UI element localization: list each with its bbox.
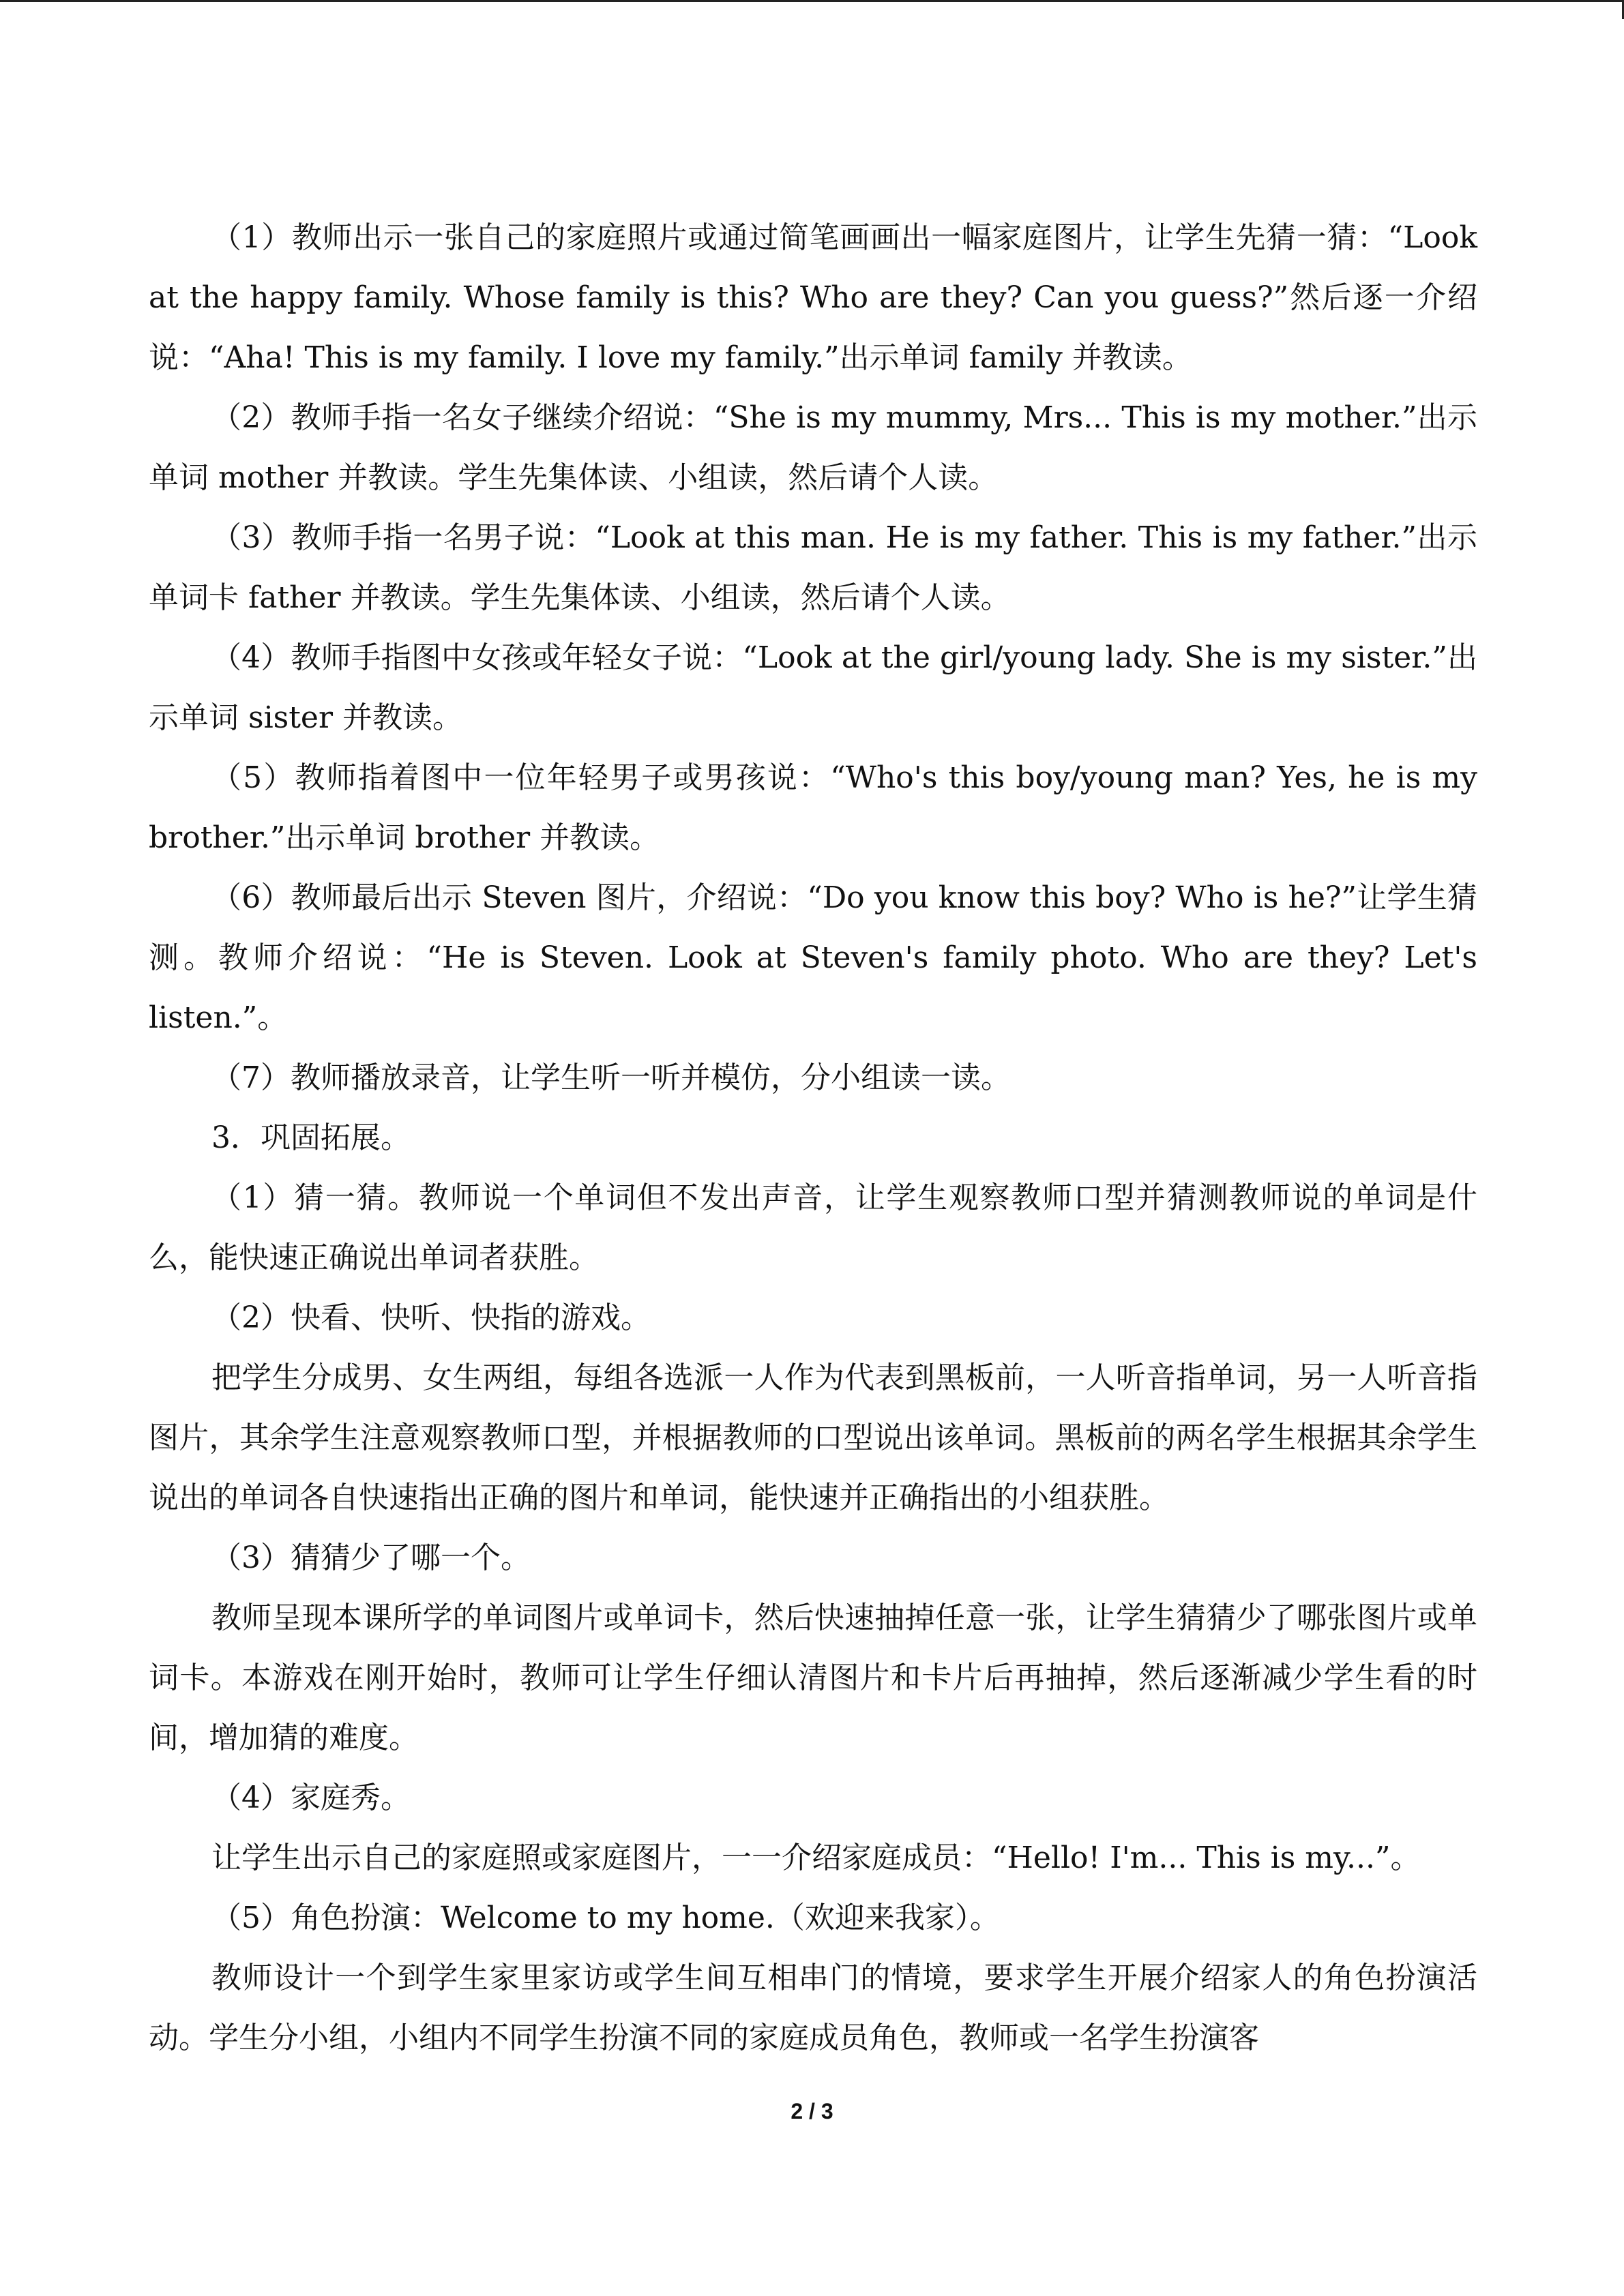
page-number: 2 / 3 bbox=[791, 2099, 833, 2123]
paragraph-sister: （4）教师手指图中女孩或年轻女子说：“Look at the girl/young lady. She is my sister.”出示单词 sister 并教读。 bbox=[149, 640, 1477, 735]
paragraph-quick-game-desc: 把学生分成男、女生两组，每组各选派一人作为代表到黑板前，一人听音指单词，另一人听音指图片，其余学生注意观察教师口型，并根据教师的口型说出该单词。黑板前的两名学生根据其余学生说出的单词各自快速指出正确的图片和单词，能快速并正确指出的小组获胜。 bbox=[149, 1360, 1477, 1515]
paragraph-guess-game: （1）猜一猜。教师说一个单词但不发出声音，让学生观察教师口型并猜测教师说的单词是什么，能快速正确说出单词者获胜。 bbox=[149, 1180, 1477, 1275]
section-heading-consolidation: 3．巩固拓展。 bbox=[211, 1120, 411, 1155]
paragraph-recording: （7）教师播放录音，让学生听一听并模仿，分小组读一读。 bbox=[211, 1060, 1011, 1095]
paragraph-missing-title: （3）猜猜少了哪一个。 bbox=[211, 1540, 531, 1575]
paragraph-quick-game-title: （2）快看、快听、快指的游戏。 bbox=[211, 1300, 651, 1335]
top-border-line bbox=[0, 0, 1624, 2]
document-body bbox=[149, 208, 1477, 2068]
paragraph-family-show-desc: 让学生出示自己的家庭照或家庭图片，一一介绍家庭成员：“Hello! I'm... This is my...”。 bbox=[211, 1840, 1421, 1875]
paragraph-steven: （6）教师最后出示 Steven 图片，介绍说：“Do you know this boy? Who is he?”让学生猜测。教师介绍说：“He is Steven. Look at Steven's family photo. Who are they? Let's listen.”。 bbox=[149, 880, 1477, 1035]
paragraph-family-intro: （1）教师出示一张自己的家庭照片或通过简笔画画出一幅家庭图片，让学生先猜一猜：“Look at the happy family. Whose family is this? Who are they? Can you guess?”然后逐一介绍说：“Aha! This is my family. I love my family.”出示单词 family 并教读。 bbox=[149, 220, 1477, 375]
paragraph-missing-desc: 教师呈现本课所学的单词图片或单词卡，然后快速抽掉任意一张，让学生猜猜少了哪张图片或单词卡。本游戏在刚开始时，教师可让学生仔细认清图片和卡片后再抽掉，然后逐渐减少学生看的时间，增加猜的难度。 bbox=[149, 1600, 1477, 1755]
paragraph-family-show-title: （4）家庭秀。 bbox=[211, 1780, 411, 1815]
paragraph-role-play-desc: 教师设计一个到学生家里家访或学生间互相串门的情境，要求学生开展介绍家人的角色扮演活动。学生分小组，小组内不同学生扮演不同的家庭成员角色，教师或一名学生扮演客 bbox=[149, 1960, 1477, 2055]
paragraph-role-play-title: （5）角色扮演：Welcome to my home.（欢迎来我家）。 bbox=[211, 1900, 1000, 1935]
paragraph-brother: （5）教师指着图中一位年轻男子或男孩说：“Who's this boy/young man? Yes, he is my brother.”出示单词 brother 并教读。 bbox=[149, 760, 1477, 855]
paragraph-father: （3）教师手指一名男子说：“Look at this man. He is my father. This is my father.”出示单词卡 father 并教读。学生先集体读、小组读，然后请个人读。 bbox=[149, 520, 1477, 615]
paragraph-mother: （2）教师手指一名女子继续介绍说：“She is my mummy, Mrs... This is my mother.”出示单词 mother 并教读。学生先集体读、小组读，然后请个人读。 bbox=[149, 400, 1477, 495]
